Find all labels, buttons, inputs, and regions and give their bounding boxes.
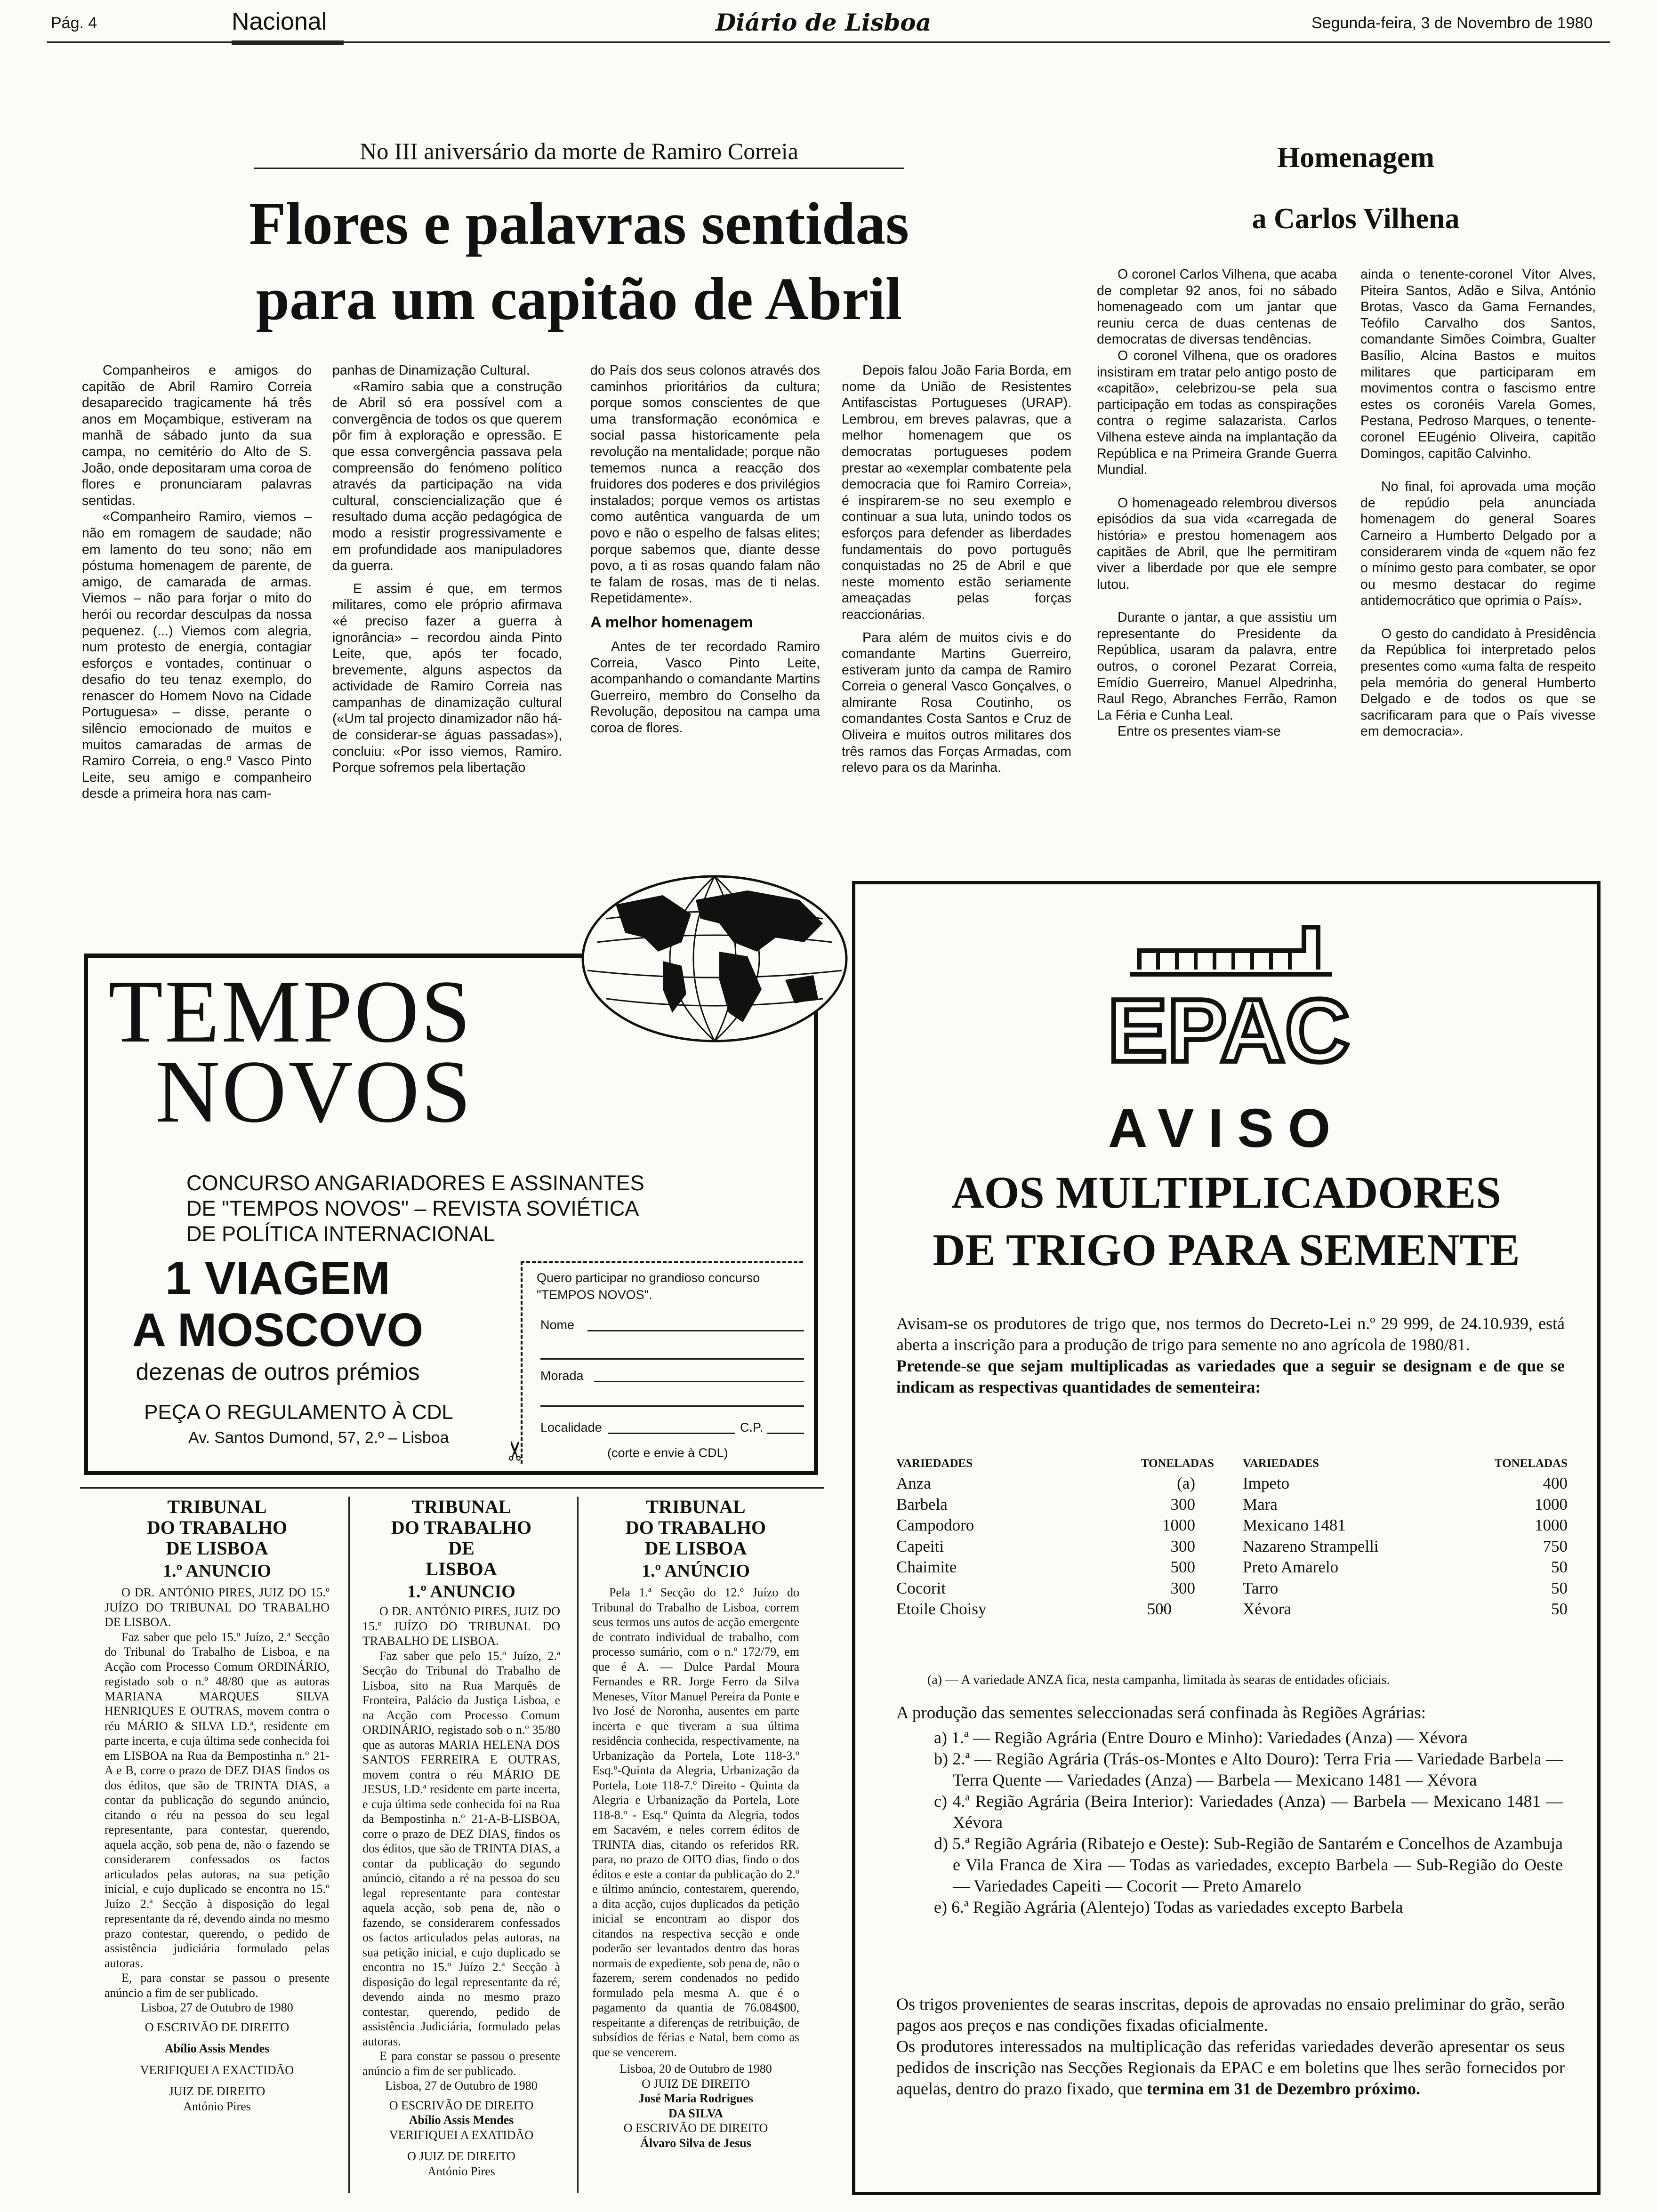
globe-icon xyxy=(578,872,851,1046)
address-field-extra-line[interactable] xyxy=(540,1405,804,1407)
subhead: A melhor homenagem xyxy=(590,613,753,631)
table-row xyxy=(1243,1578,1568,1599)
notice-heading: DO TRABALHO xyxy=(625,1517,766,1538)
paragraph: Pretende-se que sejam multiplicadas as variedades que a seguir se designam e de que se indicam as respectivas quantidades de sementeira: xyxy=(896,1356,1565,1396)
kicker-underline xyxy=(254,168,904,169)
notice-date: Lisboa, 27 de Outubro de 1980 xyxy=(141,2001,293,2014)
vilhena-title-line2: a Carlos Vilhena xyxy=(1252,203,1460,235)
paragraph: do País dos seus colonos através dos caminhos prioritários da cultura; porque somos conscientes de que uma transformação económica e social passa historicamente pela revolução na mentalidade; porque não tememos nunca a reacção dos fruidores dos poderes e dos privilégios instalados; porque vemos os artistas como autêntica vanguarda de um povo e não o espelho de falsas elites; porque sabemos que, diante desse povo, a ti as rosas quando falam não te falam de rosas, mas de ti nelas. Repetidamente». xyxy=(590,363,820,606)
column-header: VARIEDADES xyxy=(1243,1457,1319,1470)
variety-name: Capeiti xyxy=(896,1537,944,1555)
table-row xyxy=(1243,1473,1568,1494)
list-item: a) 1.ª — Região Agrária (Entre Douro e Minho): Variedades (Anza) — Xévora xyxy=(934,1728,1468,1747)
cut-instruction: (corte e envie à CDL) xyxy=(607,1446,728,1460)
epac-intro xyxy=(896,1313,1565,1398)
variety-name: Tarro xyxy=(1243,1579,1279,1597)
ramiro-column-4 xyxy=(842,362,1071,776)
prize-trip-line1: 1 VIAGEM xyxy=(165,1252,390,1305)
notice-heading: DE xyxy=(448,1538,475,1559)
table-header xyxy=(1243,1454,1568,1473)
notice-divider xyxy=(577,1497,579,2193)
notice-number: 1.º ANUNCIO xyxy=(162,1561,271,1581)
epac-logo-icon xyxy=(1108,918,1350,1081)
judge-title: O JUIZ DE DIREITO xyxy=(407,2149,515,2163)
notices-top-rule xyxy=(80,1487,824,1489)
epac-logo-text: EPAC xyxy=(1108,981,1350,1081)
paragraph: Faz saber que pelo 15.º Juízo, 2.ª Secção do Tribunal do Trabalho de Lisboa, sito na Rua Marquês de Fronteira, Palácio da Justiça Lisboa, e na Acção com Processo Comum ORDINÁRIO, registado sob o n.º 35/80 que as autoras MARIA HELENA DOS SANTOS FERREIRA E OUTRAS, movem contra o réu MÁRIO DE JESUS, LD.ª residente em parte incerta, e cuja última sede conhecida foi na Rua da Bempostinha n.º 21-A-B-LISBOA, corre o prazo de DEZ DIAS, findos os dos éditos, que são de TRINTA DIAS, a contar da publicação do segundo anúncio, citando a ré na pessoa do seu legal representante para contestar aquela acção, sob pena de, não o fazendo, se considerarem confessados os factos articulados pelas autoras, na sua petição inicial, e cujo duplicado se encontra no 15.º Juízo 2.ª Secção à disposição do legal representante da ré, devendo ainda no mesmo prazo contestar, querendo, pedido de assistência Judiciária, formulado pelas autoras. xyxy=(362,1649,560,2048)
paragraph: Avisam-se os produtores de trigo que, nos termos do Decreto-Lei n.º 29 999, de 24.10.939, está aberta a inscrição para a produção de trigo para semente no ano agrícola de 1980/81. xyxy=(896,1314,1565,1354)
table-row xyxy=(1243,1536,1568,1557)
variety-tons: 300 xyxy=(1170,1579,1195,1597)
coupon-intro-line2: "TEMPOS NOVOS". xyxy=(537,1288,652,1302)
paragraph: Depois falou João Faria Borda, em nome da União de Resistentes Antifascistas Portugueses (URAP). Lembrou, em breves palavras, que a melhor homenagem que os democratas portugueses podem prestar ao «exemplar combatente pela democracia que foi Ramiro Correia», é inspirarem-se no seu exemplo e continuar a sua luta, unindo todos os esforços para defender as liberdades fundamentais do povo português conquistadas no 25 de Abril e que neste momento estão seriamente ameaçadas pelas forças reaccionárias. xyxy=(842,363,1071,622)
table-row xyxy=(1243,1515,1568,1536)
paragraph: Durante o jantar, a que assistiu um representante do Presidente da República, usaram da palavra, entre outros, o coronel Pezarat Correia, Emídio Guerreiro, Manuel Alpedrinha, Raul Rego, Abranches Ferrão, Ramon La Féria e Cunha Leal. xyxy=(1097,610,1337,723)
paragraph: E assim é que, em termos militares, como ele próprio afirmava «é preciso fazer a guerra à ignorância» – recordou ainda Pinto Leite, que, após ter focado, brevemente, alguns aspectos da actividade de Ramiro Correia nas campanhas de dinamização cultural («Um tal projecto dinamizador não há-de considerar-se águas passadas»), concluiu: «Por isso viemos, Ramiro. Porque sofremos pela libertação xyxy=(332,581,562,776)
judge-title: JUIZ DE DIREITO xyxy=(169,2084,265,2098)
vilhena-column-1 xyxy=(1097,266,1337,740)
table-row xyxy=(896,1515,1214,1536)
epac-title: AVISO xyxy=(1108,1098,1345,1159)
notice-date: Lisboa, 20 de Outubro de 1980 xyxy=(619,2062,772,2076)
variety-tons: 50 xyxy=(1551,1600,1568,1618)
paragraph: «Ramiro sabia que a construção de Abril só era possível com a convergência de todos os que querem pôr fim à exploração e opressão. E que essa convergência passava pela compreensão do fenómeno político através da participação na vida cultural, consciencialização que é resultado duma acção pedagógica de modo a resistir progressivamente e em profundidade aos manipuladores da guerra. xyxy=(332,379,562,574)
contest-line3: DE POLÍTICA INTERNACIONAL xyxy=(186,1222,495,1246)
variety-name: Mexicano 1481 xyxy=(1243,1516,1346,1534)
variety-name: Campodoro xyxy=(896,1516,974,1534)
column-header: VARIEDADES xyxy=(896,1457,973,1470)
ramiro-column-1 xyxy=(82,362,312,802)
postal-code-label: C.P. xyxy=(740,1420,764,1435)
table-row xyxy=(896,1578,1214,1599)
page-date: Segunda-feira, 3 de Novembro de 1980 xyxy=(1311,14,1593,32)
other-prizes: dezenas de outros prémios xyxy=(136,1359,420,1385)
variety-name: Chaimite xyxy=(896,1558,957,1576)
paragraph: E para constar se passou o presente anúncio a fim de ser publicado. xyxy=(362,2049,560,2078)
locality-label: Localidade xyxy=(540,1420,602,1435)
notice-heading: DO TRABALHO xyxy=(146,1517,288,1538)
notice-divider xyxy=(348,1497,350,2193)
paragraph: Os trigos provenientes de searas inscritas, depois de aprovadas no ensaio preliminar do grão, serão pagos aos preços e nas condições fixadas oficialmente. xyxy=(896,1995,1565,2035)
notice-number: 1.º ANÚNCIO xyxy=(641,1561,750,1581)
notice-heading: DE LISBOA xyxy=(166,1538,268,1559)
page-number: Pág. 4 xyxy=(51,14,97,32)
epac-subtitle-line2: DE TRIGO PARA SEMENTE xyxy=(933,1225,1520,1275)
table-row xyxy=(1243,1599,1568,1620)
variety-name: Impeto xyxy=(1243,1474,1290,1492)
varieties-table-right xyxy=(1243,1454,1568,1620)
notice-date: Lisboa, 27 de Outubro de 1980 xyxy=(385,2079,538,2092)
address-label: Morada xyxy=(540,1369,584,1383)
variety-name: Mara xyxy=(1243,1495,1278,1514)
paragraph: O DR. ANTÓNIO PIRES, JUIZ DO 15.º JUÍZO DO TRIBUNAL DO TRABALHO DE LISBOA. xyxy=(105,1586,330,1629)
variety-tons: 400 xyxy=(1543,1474,1568,1492)
table-row xyxy=(896,1557,1214,1578)
scissors-icon: ✂ xyxy=(500,1440,531,1462)
table-row xyxy=(1243,1557,1568,1578)
regions-list xyxy=(934,1727,1563,1918)
variety-tons: 500 xyxy=(1147,1600,1172,1618)
notice-heading: TRIBUNAL xyxy=(646,1496,746,1517)
verified: VERIFIQUEI A EXATIDÃO xyxy=(389,2128,534,2142)
variety-tons: 50 xyxy=(1551,1579,1568,1597)
paragraph: Entre os presentes viam-se xyxy=(1118,724,1281,739)
verified: VERIFIQUEI A EXACTIDÃO xyxy=(140,2063,294,2077)
clerk-name: Abílio Assis Mendes xyxy=(164,2042,270,2055)
variety-tons: 1000 xyxy=(1535,1495,1568,1514)
tempos-title-line1: TEMPOS xyxy=(108,962,473,1061)
clerk-name: Álvaro Silva de Jesus xyxy=(640,2136,751,2150)
regions-intro: A produção das sementes seleccionadas será confinada às Regiões Agrárias: xyxy=(896,1703,1426,1723)
table-row xyxy=(1243,1494,1568,1515)
paragraph: Os produtores interessados na multiplicação das referidas variedades deverão apresentar os seus pedidos de inscrição nas Secções Regionais da EPAC e em boletins que lhes serão fornecidos por aquelas, dentro do prazo fixado, que xyxy=(896,2037,1565,2098)
ramiro-column-2 xyxy=(332,362,562,776)
postal-code-field[interactable] xyxy=(767,1433,804,1434)
contest-line1: CONCURSO ANGARIADORES E ASSINANTES xyxy=(186,1171,644,1195)
paragraph: O coronel Vilhena, que os oradores insistiram em tratar pelo antigo posto de «capitão», celebrizou-se pela sua participação em todas as conspirações contra o regime salazarista. Carlos Vilhena esteve ainda na implantação da República e na Primeira Grande Guerra Mundial. xyxy=(1097,348,1337,478)
paragraph: Faz saber que pelo 15.º Juízo, 2.ª Secção do Tribunal do Trabalho de Lisboa, e na Acção com Processo Comum ORDINÁRIO, registado sob o n.º 48/80 que as autoras MARIANA MARQUES SILVA HENRIQUES E OUTRAS, movem contra o réu MÁRIO & SILVA LD.ª, residente em parte incerta, e cuja última sede conhecida foi em LISBOA na Rua da Bempostinha n.º 21-A e B, corre o prazo de DEZ DIAS findos os dos éditos, que são de TRINTA DIAS, a contar da publicação do segundo anúncio, citando o réu na pessoa do seu legal representante, para contestar, querendo, aquela acção, sob pena de, não o fazendo se considerarem confessados os factos articulados pelas autoras, na sua petição inicial, e cujo duplicado se encontra no 15.º Juízo 2.ª Secção à disposição do legal representante da ré, devendo ainda no mesmo prazo contestar, querendo, o pedido de assistência judiciária formulado pelas autoras. xyxy=(105,1630,330,1970)
article-title-line1: Flores e palavras sentidas xyxy=(249,190,909,257)
anza-note: (a) — A variedade ANZA fica, nesta campanha, limitada às searas de entidades oficiais. xyxy=(927,1673,1390,1687)
paragraph: Para além de muitos civis e do comandante Martins Guerreiro, estiveram junto da campa de Ramiro Correia o general Vasco Gonçalves, o almirante Rosa Coutinho, os comandantes Costa Santos e Cruz de Oliveira e muitos outros militares dos três ramos das Forças Armadas, com relevo para os da Marinha. xyxy=(842,630,1071,776)
variety-name: Cocorit xyxy=(896,1579,946,1597)
section-underline xyxy=(232,40,344,45)
tempos-title-line2: NOVOS xyxy=(155,1042,473,1141)
paragraph: O coronel Carlos Vilhena, que acaba de completar 92 anos, foi no sábado homenageado com um jantar que reuniu cerca de duas centenas de democratas de diversas tendências. xyxy=(1097,267,1337,347)
variety-tons: 500 xyxy=(1170,1558,1195,1576)
variety-tons: 300 xyxy=(1170,1495,1195,1514)
paragraph: No final, foi aprovada uma moção de repúdio pela anunciada homenagem do general Soares Carneiro a Humberto Delgado por a considerarem vinda de «quem não fez o mínimo gesto para combater, se opor ou mesmo destacar do regime antidemocrático que oprimia o País». xyxy=(1360,479,1596,609)
article-title-line2: para um capitão de Abril xyxy=(256,265,902,332)
variety-tons: 1000 xyxy=(1162,1516,1195,1534)
variety-tons: 50 xyxy=(1551,1558,1568,1576)
contest-line2: DE "TEMPOS NOVOS" – REVISTA SOVIÉTICA xyxy=(186,1196,639,1220)
paragraph: ainda o tenente-coronel Vítor Alves, Piteira Santos, Adão e Silva, António Brotas, Vasco da Gama Fernandes, Teófilo Carvalho dos Santos, comandante Simões Coimbra, Gualter Basílio, Alcina Bastos e muitos militares que participaram em movimentos contra o fascismo entre estes os coronéis Varela Gomes, Pestana, Pedroso Marques, o tenente-coronel EEugénio Oliveira, capitão Domingos, capitão Calvinho. xyxy=(1360,267,1596,461)
notice-heading: DE LISBOA xyxy=(644,1538,747,1559)
paragraph: Pela 1.ª Secção do 12.º Juízo do Tribunal do Trabalho de Lisboa, correm seus termos uns autos de acção emergente de contrato individual de trabalho, com processo sumário, com o n.º 172/79, em que é A. — Dulce Pardal Moura Fernandes e RR. Jorge Ferro da Silva Meneses, Vítor Manuel Pereira da Ponte e Ivo José de Noronha, ausentes em parte incerta e que tiveram a sua última residência conhecida, respectivamente, na Urbanização da Portela, Lote 118-3.º Esq.º-Quinta da Alegria, Urbanização da Portela, Lote 118-7.º Direito - Quinta da Alegria e Urbanização da Portela, Lote 118-8.º - Esq.º Quinta da Alegria, todos em Sacavém, e neles correm éditos de TRINTA dias, citando os referidos RR. para, no prazo de OITO dias, findo o dos éditos e este a contar da publicação do 2.º e último anúncio, contestarem, querendo, a dita acção, cujos duplicados da petição inicial se encontram ao dispor dos citandos na respectiva secção e onde poderão ser levantados dentro das horas normais de expediente, sob pena de, não o fazerem, serem condenados no pedido formulado pela mesma A. que é o pagamento da quantia de 76.084$00, respeitante a diferenças de retribuição, de subsídios de férias e Natal, bem como as que se vencerem. xyxy=(592,1586,799,2059)
judge-title: O JUIZ DE DIREITO xyxy=(642,2076,750,2091)
name-field[interactable] xyxy=(587,1330,804,1331)
paragraph: panhas de Dinamização Cultural. xyxy=(332,363,530,378)
section-name: Nacional xyxy=(232,8,327,35)
notice-heading: TRIBUNAL xyxy=(411,1496,511,1517)
table-row xyxy=(896,1494,1214,1515)
masthead: Diário de Lisboa xyxy=(716,8,932,36)
clerk-name: Abílio Assis Mendes xyxy=(409,2113,514,2127)
varieties-table-left xyxy=(896,1454,1214,1620)
notice-heading: LISBOA xyxy=(426,1558,497,1579)
tribunal-notice-1 xyxy=(105,1497,330,2114)
variety-tons: (a) xyxy=(1177,1474,1195,1492)
name-label: Nome xyxy=(540,1318,575,1332)
tribunal-notice-2 xyxy=(362,1497,560,2179)
tribunal-notice-3 xyxy=(592,1497,799,2150)
judge-name: DA SILVA xyxy=(668,2106,724,2120)
table-row xyxy=(896,1599,1214,1620)
ramiro-column-3 xyxy=(590,362,820,736)
clerk-title: O ESCRIVÃO DE DIREITO xyxy=(145,2020,290,2034)
column-header: TONELADAS xyxy=(1494,1457,1568,1470)
judge-name: António Pires xyxy=(183,2099,251,2113)
vilhena-column-2 xyxy=(1360,266,1596,740)
variety-name: Nazareno Strampelli xyxy=(1243,1537,1379,1555)
notice-number: 1.º ANUNCIO xyxy=(407,1582,515,1602)
paragraph: Companheiros e amigos do capitão de Abril Ramiro Correia desaparecido tragicamente há três anos em Moçambique, estiveram na manhã de sábado junto da sua campa, no cemitério do Alto de S. João, onde depositaram uma coroa de flores e pronunciaram palavras sentidas. xyxy=(82,363,312,508)
paragraph: E, para constar se passou o presente anúncio a fim de ser publicado. xyxy=(105,1971,330,2000)
list-item: c) 4.ª Região Agrária (Beira Interior): Variedades (Anza) — Barbela — Mexicano 1481 — Xévora xyxy=(934,1792,1563,1832)
table-header xyxy=(896,1454,1214,1473)
paragraph: O homenageado relembrou diversos episódios da sua vida «carregada de história» e prestou homenagem aos capitães de Abril, que lhe permitiram viver a liberdade por que ele sempre lutou. xyxy=(1097,495,1337,592)
cdl-address: Av. Santos Dumond, 57, 2.º – Lisboa xyxy=(188,1429,449,1447)
vilhena-title-line1: Homenagem xyxy=(1277,142,1435,174)
notice-heading: DO TRABALHO xyxy=(391,1517,532,1538)
coupon-intro-line1: Quero participar no grandioso concurso xyxy=(537,1271,760,1285)
judge-name: José Maria Rodrigues xyxy=(638,2092,754,2105)
epac-closing xyxy=(896,1994,1565,2100)
list-item: d) 5.ª Região Agrária (Ribatejo e Oeste): Sub-Região de Santarém e Concelhos de Azambuja e Vila Franca de Xira — Todas as variedades, excepto Barbela — Sub-Região do Oeste — Variedades Capeiti — Cocorit — Preto Amarelo xyxy=(934,1834,1563,1895)
table-row xyxy=(896,1536,1214,1557)
clerk-title: O ESCRIVÃO DE DIREITO xyxy=(623,2121,768,2135)
paragraph: Antes de ter recordado Ramiro Correia, Vasco Pinto Leite, acompanhando o comandante Martins Guerreiro, membro do Conselho da Revolução, depositou na campa uma coroa de flores. xyxy=(590,639,820,736)
paragraph: O gesto do candidato à Presidência da República foi interpretado pelos presentes como «uma falta de respeito pela memória do general Humberto Delgado e de todos os que se sacrificaram para que o País vivesse em democracia». xyxy=(1360,626,1596,739)
variety-tons: 750 xyxy=(1543,1537,1568,1555)
column-header: TONELADAS xyxy=(1141,1457,1214,1470)
variety-tons: 300 xyxy=(1170,1537,1195,1555)
variety-name: Preto Amarelo xyxy=(1243,1558,1339,1576)
list-item: b) 2.ª — Região Agrária (Trás-os-Montes e Alto Douro): Terra Fria — Variedade Barbela — Terra Quente — Variedades (Anza) — Barbela — Mexicano 1481 — Xévora xyxy=(934,1749,1563,1789)
variety-name: Xévora xyxy=(1243,1600,1292,1618)
table-row xyxy=(896,1473,1214,1494)
paragraph: «Companheiro Ramiro, viemos – não em romagem de saudade; não em lamento do teu sono; não em póstuma homenagem de parente, de amigo, de camarada de armas. Viemos – não para forjar o mito do herói ou recordar desculpas da nossa pequenez. (...) Viemos com alegria, num protesto de energia, contagiar esforços e vontades, continuar o desafio do teu tenaz exemplo, do renascer do Homem Novo na Cidade Portuguesa» – disse, perante o silêncio emocionado de muitos e muitos camaradas de armas de Ramiro Correia, o eng.º Vasco Pinto Leite, seu amigo e companheiro desde a primeira hora nas cam- xyxy=(82,509,312,801)
prize-trip-line2: A MOSCOVO xyxy=(132,1304,424,1356)
notice-heading: TRIBUNAL xyxy=(167,1496,267,1517)
article-kicker: No III aniversário da morte de Ramiro Correia xyxy=(360,138,798,164)
variety-name: Barbela xyxy=(896,1495,948,1514)
clerk-title: O ESCRIVÃO DE DIREITO xyxy=(389,2098,534,2112)
variety-tons: 1000 xyxy=(1535,1516,1568,1534)
variety-name: Etoile Choisy xyxy=(896,1600,987,1618)
locality-field[interactable] xyxy=(608,1433,735,1434)
list-item: e) 6.ª Região Agrária (Alentejo) Todas as variedades excepto Barbela xyxy=(934,1898,1403,1916)
rules-request: PEÇA O REGULAMENTO À CDL xyxy=(144,1401,453,1424)
deadline: termina em 31 de Dezembro próximo. xyxy=(1146,2079,1420,2098)
name-field-extra-line[interactable] xyxy=(540,1358,804,1360)
judge-name: António Pires xyxy=(427,2164,495,2178)
paragraph: O DR. ANTÓNIO PIRES, JUIZ DO 15.º JUÍZO DO TRIBUNAL DO TRABALHO DE LISBOA. xyxy=(362,1604,560,1648)
variety-name: Anza xyxy=(896,1474,931,1492)
epac-subtitle-line1: AOS MULTIPLICADORES xyxy=(951,1167,1501,1218)
address-field[interactable] xyxy=(594,1381,804,1382)
